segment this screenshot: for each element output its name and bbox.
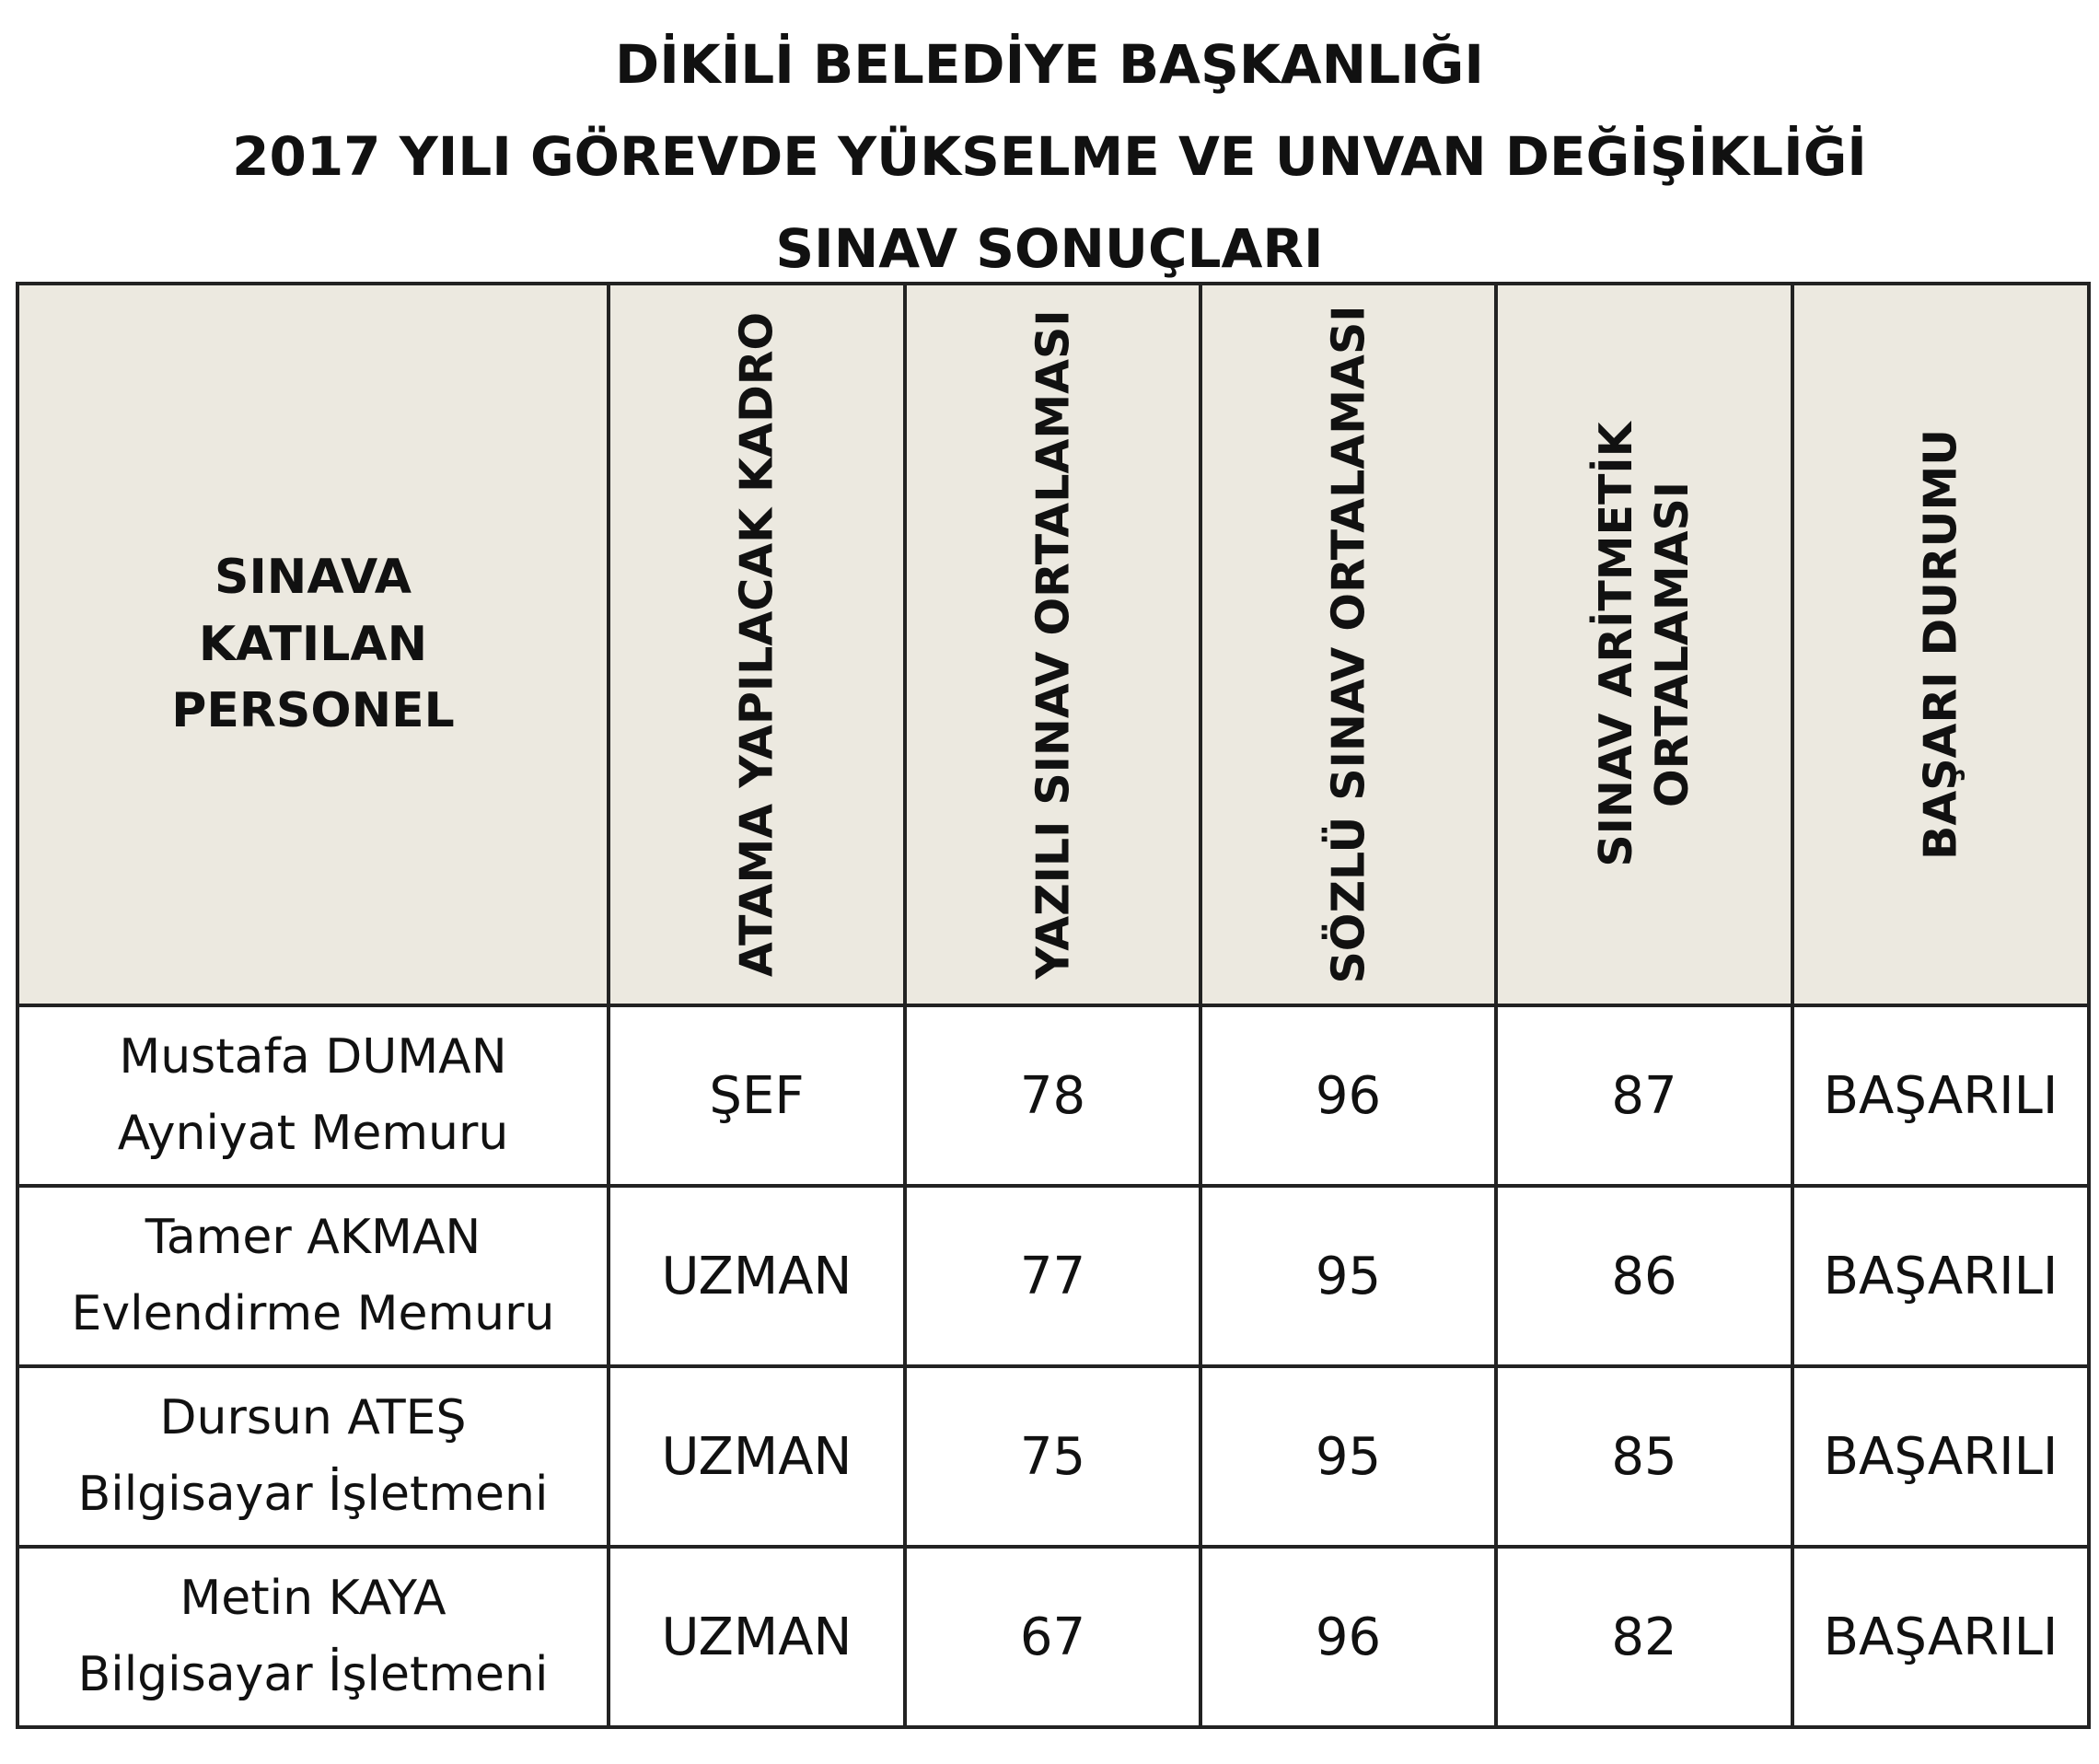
header-personel-label: SINAVA KATILAN PERSONEL [171, 549, 455, 739]
results-table [16, 282, 2091, 1729]
header-sozlu [1200, 284, 1496, 1005]
header-yazili [905, 284, 1200, 1005]
header-basari [1792, 284, 2089, 1005]
cell-basari: BAŞARILI [1792, 1005, 2089, 1186]
cell-aritmetik: 86 [1496, 1186, 1792, 1366]
cell-basari: BAŞARILI [1792, 1186, 2089, 1366]
cell-basari: BAŞARILI [1792, 1547, 2089, 1727]
header-personel [17, 284, 609, 1005]
cell-kadro: UZMAN [609, 1366, 905, 1547]
cell-aritmetik: 82 [1496, 1547, 1792, 1727]
title-line-1: DİKİLİ BELEDİYE BAŞKANLIĞI [615, 33, 1484, 96]
person-name: Metin KAYA [180, 1570, 446, 1626]
person-title: Bilgisayar İşletmeni [77, 1647, 549, 1702]
cell-aritmetik: 85 [1496, 1366, 1792, 1547]
title-line-3: SINAV SONUÇLARI [775, 217, 1324, 280]
cell-personel [17, 1547, 609, 1727]
table-row [17, 1186, 2089, 1366]
table-row [17, 1366, 2089, 1547]
header-kadro [609, 284, 905, 1005]
cell-kadro: ŞEF [609, 1005, 905, 1186]
header-aritmetik [1496, 284, 1792, 1005]
cell-sozlu: 95 [1200, 1186, 1496, 1366]
table-header-row [17, 284, 2089, 1005]
cell-personel [17, 1005, 609, 1186]
header-yazili-label: YAZILI SINAV ORTALAMASI [1026, 309, 1079, 980]
cell-kadro: UZMAN [609, 1186, 905, 1366]
cell-personel [17, 1186, 609, 1366]
cell-sozlu: 96 [1200, 1005, 1496, 1186]
document-title [0, 18, 2099, 295]
cell-sozlu: 95 [1200, 1366, 1496, 1547]
table-row [17, 1005, 2089, 1186]
cell-kadro: UZMAN [609, 1547, 905, 1727]
cell-yazili: 75 [905, 1366, 1200, 1547]
header-aritmetik-label: SINAV ARİTMETİK ORTALAMASI [1589, 422, 1699, 867]
header-kadro-label: ATAMA YAPILACAK KADRO [730, 311, 783, 978]
person-name: Dursun ATEŞ [159, 1389, 467, 1445]
title-line-2: 2017 YILI GÖREVDE YÜKSELME VE UNVAN DEĞİŞİKLİĞİ [232, 125, 1867, 188]
cell-yazili: 78 [905, 1005, 1200, 1186]
cell-basari: BAŞARILI [1792, 1366, 2089, 1547]
header-basari-label: BAŞARI DURUMU [1914, 428, 1967, 861]
person-title: Bilgisayar İşletmeni [77, 1467, 549, 1522]
cell-yazili: 77 [905, 1186, 1200, 1366]
cell-personel [17, 1366, 609, 1547]
header-sozlu-label: SÖZLÜ SINAV ORTALAMASI [1321, 305, 1374, 984]
person-name: Mustafa DUMAN [119, 1028, 507, 1085]
table-row [17, 1547, 2089, 1727]
cell-sozlu: 96 [1200, 1547, 1496, 1727]
person-title: Evlendirme Memuru [71, 1286, 555, 1341]
cell-yazili: 67 [905, 1547, 1200, 1727]
cell-aritmetik: 87 [1496, 1005, 1792, 1186]
person-title: Ayniyat Memuru [117, 1106, 509, 1161]
person-name: Tamer AKMAN [145, 1209, 481, 1265]
